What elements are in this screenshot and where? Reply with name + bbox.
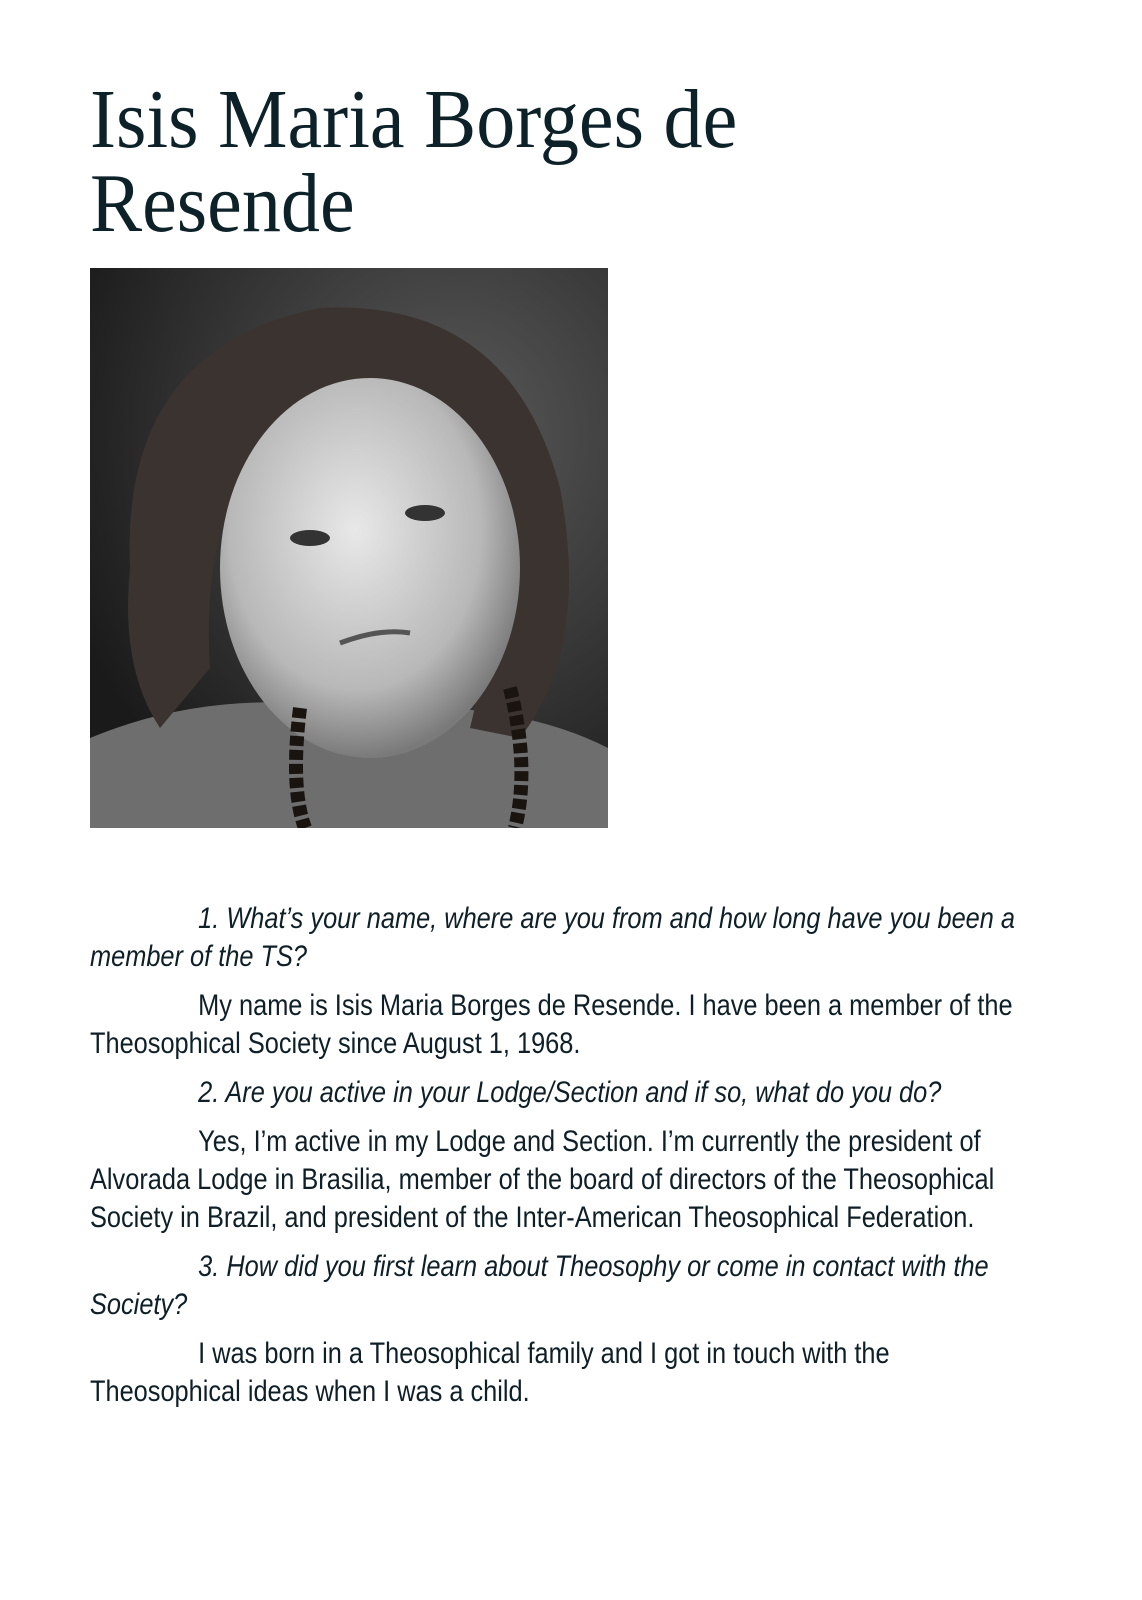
portrait-photo xyxy=(90,268,608,828)
answer-2: Yes, I’m active in my Lodge and Section. I’m currently the president of Alvorada Lodge in Brasilia, member of the board of directors of the Theosophical Society in Brazil, and president of the Inter-American Theosophical Federation. xyxy=(90,1125,995,1234)
question-3: 3. How did you first learn about Theosophy or come in contact with the Society? xyxy=(90,1250,989,1321)
portrait-icon xyxy=(90,268,608,828)
question-1: 1. What’s your name, where are you from and how long have you been a member of the TS? xyxy=(90,902,1016,973)
page-title: Isis Maria Borges de Resende xyxy=(90,73,738,250)
answer-3: I was born in a Theosophical family and I got in touch with the Theosophical ideas when I was a child. xyxy=(90,1337,890,1408)
answer-1: My name is Isis Maria Borges de Resende. I have been a member of the Theosophical Society since August 1, 1968. xyxy=(90,989,1013,1060)
interview-text xyxy=(90,900,1030,1422)
question-2: 2. Are you active in your Lodge/Section and if so, what do you do? xyxy=(198,1076,942,1109)
